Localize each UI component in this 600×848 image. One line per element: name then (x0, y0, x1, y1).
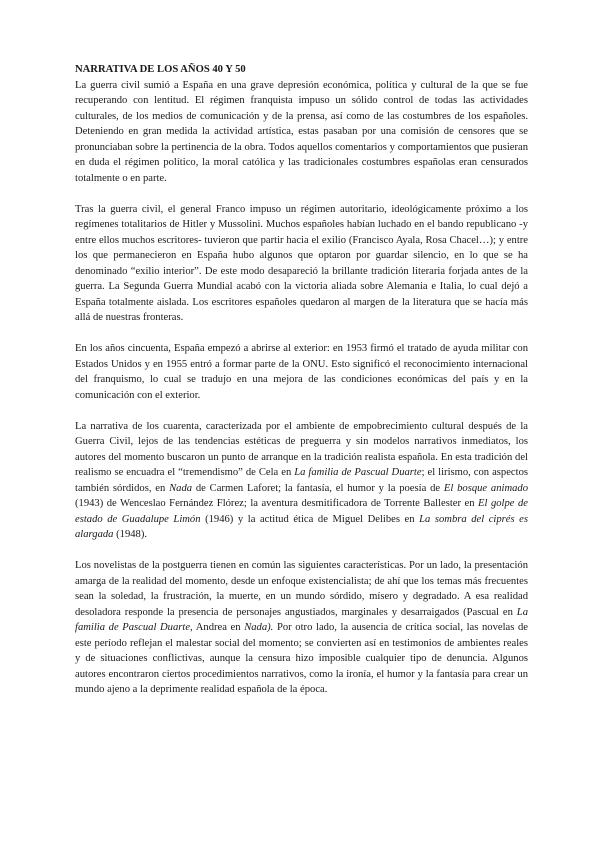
text-run: Los novelistas de la postguerra tienen en común las siguientes características. Por un lado, la presentación amarga de la realidad del momento, desde un enfoque existencialista; de ahí que los temas más frecuentes sean la soledad, la frustración, la muerte, en un mundo sórdido, mísero y degradado. A esa realidad desoladora responde la presencia de personajes angustiados, marginales y desarraigados (Pascual en (75, 560, 528, 618)
book-title-familia-pascual-duarte: La familia de Pascual Duarte (294, 467, 422, 478)
book-title-sombra-del-cipres: La sombra del ciprés es alargada (75, 513, 529, 540)
book-title-familia-pascual-duarte: La familia de Pascual Duarte, (75, 606, 528, 633)
text-run: (1946) y la actitud ética de Miguel Delibes en (200, 513, 420, 525)
text-run: Andrea en (192, 622, 245, 633)
text-run: La narrativa de los cuarenta, caracterizada por el ambiente de empobrecimiento cultural después de la Guerra Civil, lejos de las tendencias estéticas de preguerra y sin modelos narrativos inmediatos, los autores del momento buscaron un punto de arranque en la tradición realista española. En esta tradición del realismo se encuadra el “tremendismo” de Cela en (75, 420, 528, 478)
paragraph-4 (75, 419, 528, 543)
paragraph-2: Tras la guerra civil, el general Franco impuso un régimen autoritario, ideológicamente próximo a los regímenes totalitarios de Hitler y Mussolini. Muchos españoles habían luchado en el bando republicano -y entre ellos muchos escritores- tuvieron que partir hacia el exilio (Francisco Ayala, Rosa Chacel…); y entre los que permanecieron en España hubo algunos que optaron por guardar silencio, en lo que se ha denominado “exilio interior”. De este modo desapareció la brillante tradición literaria forjada antes de la guerra. La Segunda Guerra Mundial acabó con la victoria aliada sobre Alemania e Italia, lo cual dejó a España totalmente aislada. Los escritores españoles quedaron al margen de la literatura que se hacía más allá de nuestras fronteras. (75, 203, 528, 323)
document-page (75, 62, 528, 713)
paragraph-1: La guerra civil sumió a España en una grave depresión económica, política y cultural de la que se fue recuperando con lentitud. El régimen franquista impuso un sólido control de todas las actividades culturales, de los medios de comunicación y de la prensa, así como de las costumbres de los españoles. Deteniendo en gran medida la actividad artística, estas pasaban por una comisión de censores que se pronunciaban sobre la pertinencia de la obra. Todos aquellos comentarios y comportamientos que pusieran en duda el régimen político, la moral católica y las tradicionales costumbres españolas eran censurados totalmente o en parte. (75, 79, 528, 184)
text-run: (1948). (113, 529, 148, 540)
text-run: (1943) de Wenceslao Fernández Flórez; la aventura desmitificadora de Torrente Ballester en (75, 498, 479, 509)
book-title-nada: Nada). (244, 622, 274, 633)
paragraph-5 (75, 558, 528, 698)
document-title: NARRATIVA DE LOS AÑOS 40 Y 50 (75, 64, 246, 75)
text-run: Por otro lado, la ausencia de crítica social, las novelas de este período reflejan el malestar social del momento; se convierten así en testimonios de ambientes reales y de situaciones conflictivas, aunque la censura hizo imposible cualquier tipo de denuncia. Algunos autores encontraron ciertos procedimientos narrativos, como la ironía, el humor y la fantasía para crear un mundo ajeno a la deprimente realidad española de la época. (75, 622, 528, 695)
book-title-nada: Nada (169, 482, 193, 494)
text-run: de Carmen Laforet; la fantasía, el humor y la poesía de (192, 482, 444, 494)
text-run: ; el lirismo, con aspectos también sórdidos, en (75, 467, 528, 494)
paragraph-3: En los años cincuenta, España empezó a abrirse al exterior: en 1953 firmó el tratado de ayuda militar con Estados Unidos y en 1955 entró a formar parte de la ONU. Esto significó el reconocimiento internacional del franquismo, lo cual se tradujo en una mejora de las condiciones económicas del país y en la comunicación con el exterior. (75, 343, 528, 401)
book-title-bosque-animado: El bosque animado (443, 482, 528, 494)
book-title-golpe-de-estado: El golpe de estado de Guadalupe Limón (75, 498, 529, 525)
